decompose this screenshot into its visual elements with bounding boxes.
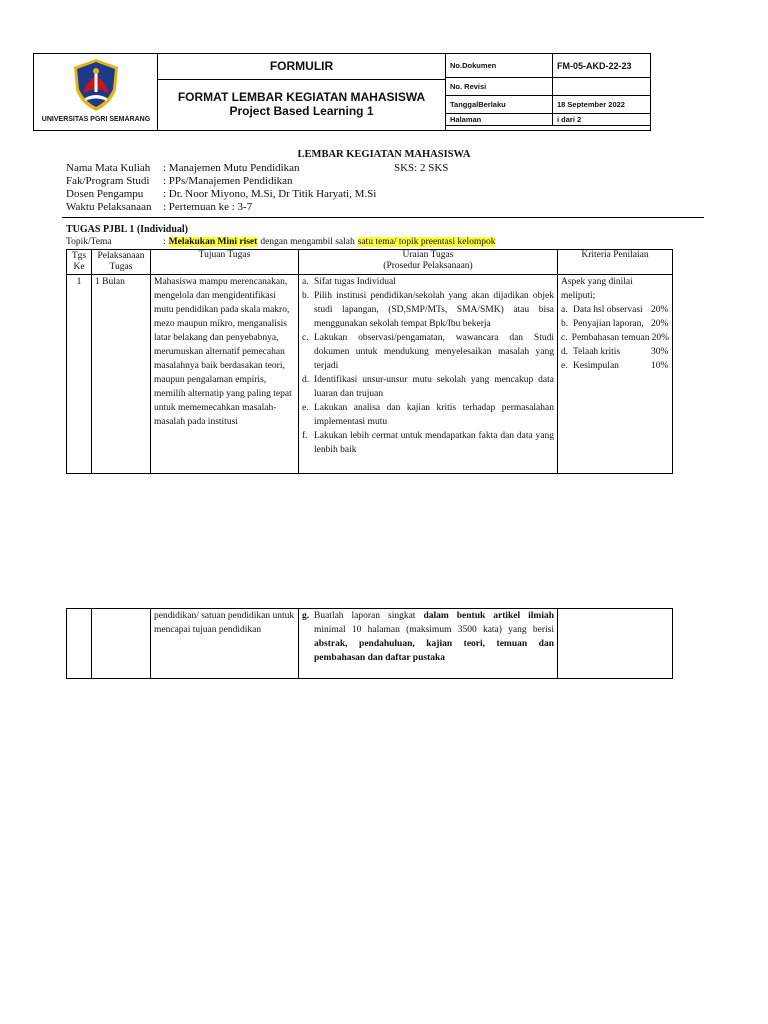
topic-label: Topik/Tema [66, 237, 112, 247]
kriteria-item: e. Kesimpulan 10% [561, 361, 669, 371]
cell-uraian [299, 275, 558, 474]
info-row [66, 201, 376, 214]
info-row [66, 162, 376, 175]
topic-highlight-1: Melakukan Mini riset [168, 237, 258, 247]
info-label: Fak/Program Studi [66, 175, 150, 187]
meta-row [446, 96, 651, 114]
university-logo-icon [71, 58, 121, 112]
meta-value: FM-05-AKD-22-23 [553, 54, 651, 78]
list-item: c. Lakukan observasi/pengamatan, wawancara dan Studi dokumen untuk mendukung menyelesaikan masalah yang terjadi [302, 333, 554, 371]
meta-row [446, 78, 651, 96]
list-item: a. Sifat tugas Individual [302, 277, 396, 287]
table-row [67, 609, 673, 679]
info-label: Nama Mata Kuliah [66, 162, 151, 174]
header-kriteria: Kriteria Penilaian [558, 250, 673, 275]
cell-tujuan: pendidikan/ satuan pendidikan untuk mencapai tujuan pendidikan [151, 609, 299, 679]
header-tujuan: Tujuan Tugas [151, 250, 299, 275]
meta-value: 18 September 2022 [553, 96, 651, 114]
doc-subtitle: Project Based Learning 1 [229, 104, 374, 118]
meta-label: Halaman [446, 114, 553, 126]
doc-title: FORMAT LEMBAR KEGIATAN MAHASISWA [177, 90, 426, 104]
kriteria-item: b. Penyajian laporan, 20% [561, 319, 669, 329]
info-value: : Pertemuan ke : 3-7 [163, 201, 253, 213]
document-meta-table [445, 53, 651, 126]
header-uraian [299, 250, 558, 275]
course-info [66, 162, 376, 214]
meta-label: TanggalBerlaku [446, 96, 553, 114]
list-item: e. Lakukan analisa dan kajian kritis terhadap permasalahan implementasi mutu [302, 403, 554, 427]
meta-value: i dari 2 [553, 114, 651, 126]
header-pelaksanaan: Pelaksanaan Tugas [92, 250, 151, 275]
task-table [66, 249, 673, 474]
university-name: UNIVERSITAS PGRI SEMARANG [41, 116, 151, 123]
topic-colon: : [163, 237, 166, 247]
list-item: b. Pilih institusi pendidikan/sekolah yang akan dijadikan objek studi lapangan, (SD,SMP/MTs, SMA/SMK) atau bisa menggunakan sekolah tempat Bpk/Ibu bekerja [302, 291, 554, 329]
divider [62, 217, 704, 218]
cell-uraian [299, 609, 558, 679]
meta-label: No.Dokumen [446, 54, 553, 78]
cell-tgs: 1 [67, 275, 92, 474]
topic-highlight-2: satu tema/ topik preentasi kelompok [357, 237, 496, 247]
table-header-row [67, 250, 673, 275]
form-title: FORMULIR [158, 54, 445, 80]
table-row [67, 275, 673, 474]
sks-label: SKS: 2 SKS [394, 162, 449, 174]
list-item: g. Buatlah laporan singkat dalam bentuk artikel ilmiah minimal 10 halaman (maksimum 3500 kata) yang berisi abstrak, pendahuluan, kajian teori, temuan dan pembahasan dan daftar pustaka [302, 611, 555, 663]
meta-value [553, 78, 651, 96]
meta-label: No. Revisi [446, 78, 553, 96]
kriteria-item: a. Data hsl observasi 20% [561, 305, 669, 315]
logo-cell [34, 54, 158, 130]
topic-text: dengan mengambil salah [260, 237, 355, 247]
header-uraian-title: Uraian Tugas [402, 250, 454, 260]
title-cell [158, 54, 446, 130]
cell-pelaksanaan: 1 Bulan [92, 275, 151, 474]
cell-kriteria [558, 275, 673, 474]
list-item: d. Identifikasi unsur-unsur mutu sekolah yang mencakup data luaran dan trujuan [302, 375, 554, 399]
task-table-continued [66, 608, 673, 679]
cell-kriteria [558, 609, 673, 679]
document-header [33, 53, 651, 131]
cell-tujuan: Mahasiswa mampu merencanakan, mengelola dan mengidentifikasi mutu pendidikan pada skala makro, mezo maupun mikro, menganalisis latar belakang dan penyebabnya, merumuskan alternatif pemecahan masalahnya baik berdasakan teori, maupun pengalaman empiris, memilih alternatip yang paling tepat untuk mememecahkan masalah-masalah pada institusi [151, 275, 299, 474]
info-value: : PPs/Manajemen Pendidikan [163, 175, 293, 187]
task-title: TUGAS PJBL 1 (Individual) [66, 224, 188, 235]
kriteria-intro: Aspek yang dinilai meliputi; [561, 277, 633, 301]
meta-row [446, 114, 651, 126]
topic-line [66, 237, 495, 247]
meta-row [446, 54, 651, 78]
info-row [66, 188, 376, 201]
info-value: : Dr. Noor Miyono, M.Si, Dr Titik Haryati, M.Si [163, 188, 377, 200]
cell-tgs [67, 609, 92, 679]
kriteria-item: d. Telaah kritis 30% [561, 347, 669, 357]
list-item: f. Lakukan lebih cermat untuk mendapatkan fakta dan data yang lenbih baik [302, 431, 554, 455]
info-row [66, 175, 376, 188]
header-tgs: Tgs Ke [67, 250, 92, 275]
cell-pelaksanaan [92, 609, 151, 679]
info-value: : Manajemen Mutu Pendidikan [163, 162, 300, 174]
header-uraian-sub: (Prosedur Pelaksanaan) [383, 261, 473, 271]
sheet-title: LEMBAR KEGIATAN MAHASISWA [297, 149, 471, 160]
info-label: Waktu Pelaksanaan [66, 201, 152, 213]
info-label: Dosen Pengampu [66, 188, 144, 200]
kriteria-item: c. Pembahasan temuan 20% [561, 333, 669, 343]
